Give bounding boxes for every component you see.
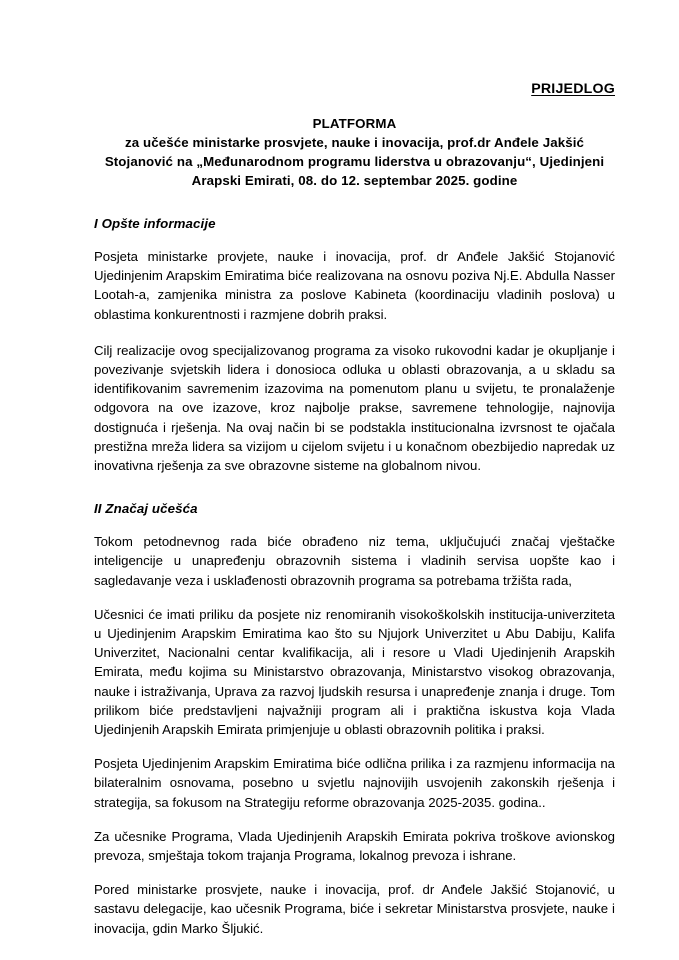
section-heading-1: I Opšte informacije — [94, 216, 216, 231]
section-2-paragraph-1: Tokom petodnevnog rada biće obrađeno niz tema, uključujući značaj vještačke inteligencije u unapređenju obrazovnih sistema i vladinih servisa uopšte kao i sagledavanje veza i usklađenosti obrazovnih programa sa potrebama tržišta rada, — [94, 534, 615, 588]
document-label-row — [94, 0, 615, 98]
section-2-paragraph-4: Za učesnike Programa, Vlada Ujedinjenih Arapskih Emirata pokriva troškove avionskog prevoza, smještaja tokom trajanja Programa, lokalnog prevoza i ishrane. — [94, 828, 615, 864]
document-content — [94, 0, 615, 938]
section-2-paragraph-3: Posjeta Ujedinjenim Arapskim Emiratima biće odlična prilika i za razmjenu informacija na bilateralnim osnovama, posebno u svjetlu najnovijih usvojenih zakonskih rješenja i strategija, sa fokusom na Strategiju reforme obrazovanja 2025-2035. godina.. — [94, 756, 615, 810]
section-2-paragraph-2: Učesnici će imati priliku da posjete niz renomiranih visokoškolskih institucija-univerziteta u Ujedinjenim Arapskim Emiratima kao što su Njujork Univerzitet u Abu Dabiju, Kalifa Univerzitet, Nacionalni centar kvalifikacija, ali i resore u Vladi Ujedinjenih Arapskih Emirata, među kojima su Ministarstvo obrazovanja, Ministarstvo visokog obrazovanja, nauke i istraživanja, Uprava za razvoj ljudskih resursa i unapređenje znanja i druge. Tom prilikom biće predstavljeni najvažniji program ali i praktična iskustva koja Vlada Ujedinjenih Arapskih Emirata primjenjuje u oblasti obrazovnih politika i praksi. — [94, 606, 615, 738]
document-title-block — [94, 114, 615, 190]
section-2-paragraph-5: Pored ministarke prosvjete, nauke i inovacija, prof. dr Anđele Jakšić Stojanović, u sastavu delegacije, kao učesnik Programa, biće i sekretar Ministarstva prosvjete, nauke i inovacija, gdin Marko Šljukić. — [94, 882, 615, 936]
document-label: PRIJEDLOG — [531, 81, 615, 97]
document-title-main: PLATFORMA — [312, 116, 397, 131]
section-1-paragraph-1: Posjeta ministarke provjete, nauke i inovacija, prof. dr Anđele Jakšić Stojanović Ujedinjenim Arapskim Emiratima biće realizovana na osnovu poziva Nj.E. Abdulla Nasser Lootah-a, zamjenika ministra za poslove Kabineta (koordinaciju vladinih poslova) u oblastima konkurentnosti i razmjene dobrih praksi. — [94, 249, 615, 322]
section-heading-2: II Značaj učešća — [94, 501, 198, 517]
document-title-subtitle: za učešće ministarke prosvjete, nauke i inovacija, prof.dr Anđele Jakšić Stojanović na „Međunarodnom programu liderstva u obrazovanju“, Ujedinjeni Arapski Emirati, 08. do 12. septembar 2025. godine — [104, 135, 605, 188]
section-1-paragraph-2: Cilj realizacije ovog specijalizovanog programa za visoko rukovodni kadar je okupljanje i povezivanje svjetskih lidera i donosioca odluka u oblasti obrazovanja, a u skladu sa identifikovanim savremenim izazovima na pomenutom planu u svijetu, te pronalaženje odgovora na ove izazove, kroz najbolje prakse, savremene tehnologije, najnovija dostignuća i rješenja. Na ovaj način bi se podstakla institucionalna izvrsnost te ojačala prestižna mreža lidera sa vizijom u cijelom svijetu i u konačnom obezbijedio napredak uz inovativna rješenja za sve obrazovne sisteme na globalnom nivou. — [94, 342, 615, 474]
